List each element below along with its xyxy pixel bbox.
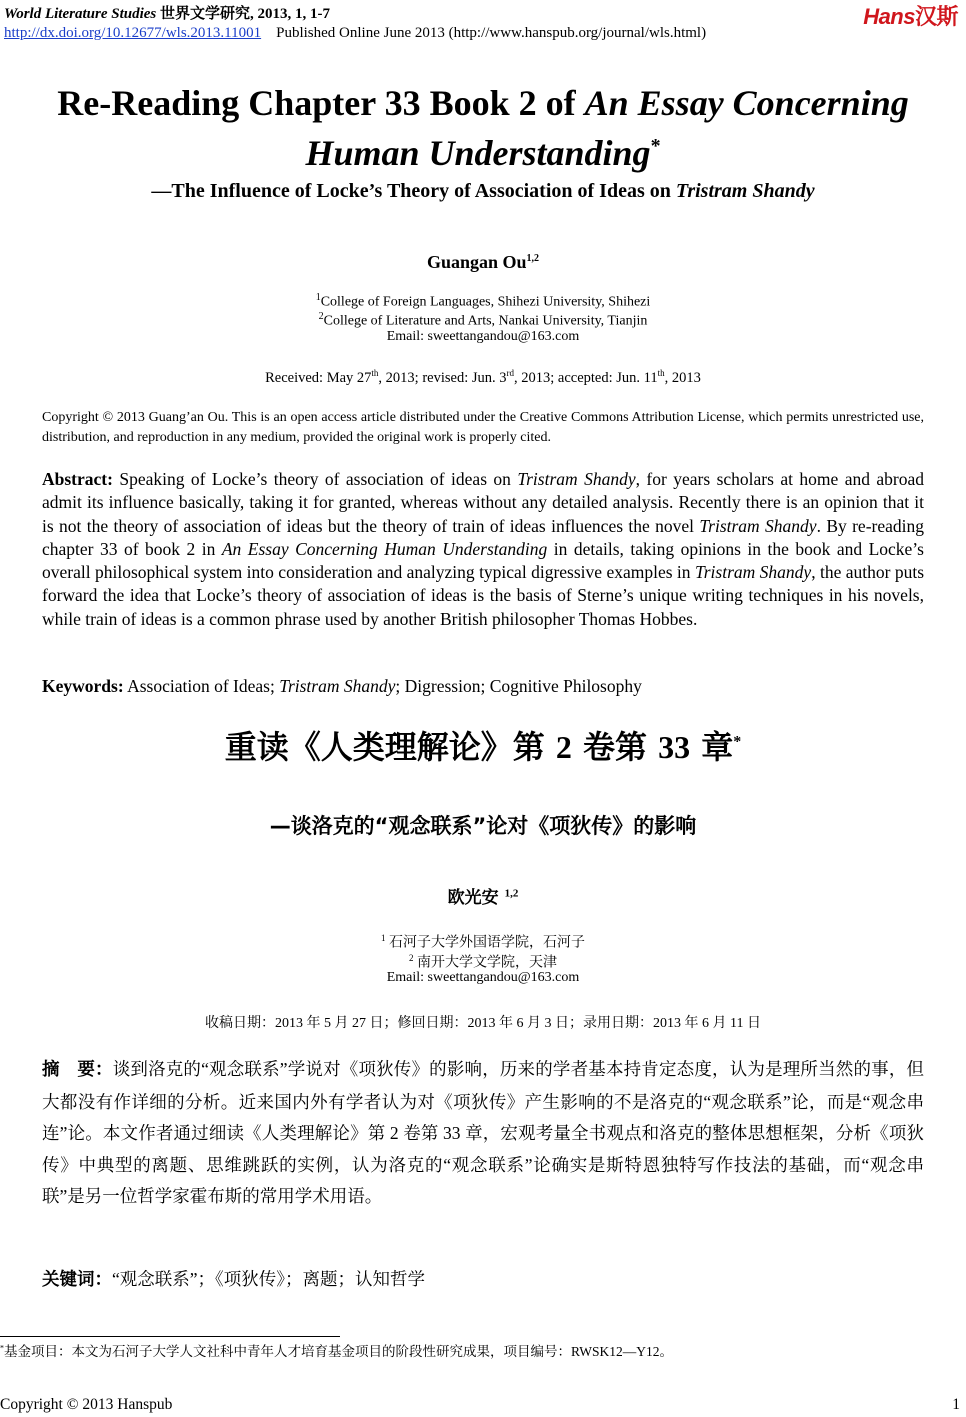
subtitle-plain: —The Influence of Locke’s Theory of Association of Ideas on [151, 180, 676, 202]
title-plain: Re-Reading Chapter 33 Book 2 of [57, 83, 585, 123]
author-en [0, 252, 966, 273]
abstract-cn [42, 1054, 924, 1213]
paper-title-en [0, 82, 966, 175]
footnote-mark: * [0, 1343, 4, 1353]
affil-text: 石河子大学外国语学院，石河子 [385, 935, 585, 951]
journal-volume: , 2013, 1, 1-7 [250, 6, 331, 22]
title-footnote-mark: * [650, 135, 661, 157]
keywords-label: Keywords: [42, 676, 124, 696]
cn-title-number: 33 [658, 729, 691, 765]
affil-text: College of Literature and Arts, Nankai University, Tianjin [323, 313, 648, 329]
affil-mark: 2 [409, 953, 414, 963]
ordinal: th [371, 368, 379, 378]
title-italic-1: An Essay Concerning [584, 83, 909, 123]
keywords-text: ; Digression; Cognitive Philosophy [395, 676, 642, 696]
keywords-text: Association of Ideas; [123, 676, 280, 696]
journal-title-en: World Literature Studies [4, 6, 157, 22]
received-date: Received: May 27 [265, 369, 372, 386]
keywords-italic: Tristram Shandy [279, 676, 396, 696]
keywords-label: 关键词： [42, 1270, 112, 1290]
paper-subtitle-cn: —谈洛克的“观念联系”论对《项狄传》的影响 [269, 814, 697, 838]
hanspub-logo [863, 0, 958, 31]
abstract-en [42, 468, 924, 631]
footnote-text: 基金项目：本文为石河子大学人文社科中青年人才培育基金项目的阶段性研究成果，项目编号：RWSK12—Y12。 [4, 1344, 674, 1359]
keywords-text: “观念联系”；《项狄传》；离题；认知哲学 [112, 1269, 426, 1289]
paper-subtitle-en [0, 180, 966, 203]
copyright-notice: Copyright © 2013 Guang’an Ou. This is an open access article distributed under the Creative Commons Attribution License, which permits unrestricted use, distribution, and reproduction in any medium, provided the original work is properly cited. [42, 410, 924, 445]
abstract-text: 谈到洛克的“观念联系”学说对《项狄传》的影响，历来的学者基本持肯定态度，认为是理所当然的事，但大都没有作详细的分析。近来国内外有学者认为对《项狄传》产生影响的不是洛克的“观念联系”论，而是“观念串连”论。本文作者通过细读《人类理解论》第 2 卷第 33 章，宏观考量全书观点和洛克的整体思想框架，分析《项狄传》中典型的离题、思维跳跃的实例，认为洛克的“观念联系”论确实是斯特恩独特写作技法的基础，而“观念串联”是另一位哲学家霍布斯的常用学术用语。 [42, 1059, 925, 1206]
affil-mark: 1 [315, 292, 321, 303]
revised-date: , 2013; revised: Jun. 3 [378, 369, 507, 386]
affil-text: 南开大学文学院，天津 [413, 955, 557, 971]
journal-header [4, 2, 330, 23]
author-name: Guangan Ou [426, 252, 527, 272]
author-affil-marks: 1,2 [526, 253, 540, 264]
abstract-text: , the author puts forward the idea that Locke’s theory of association of ideas is the basis of Sterne’s unique writing techniques in his novels, while train of ideas is a common phrase used by another British philosopher Thomas Hobbes. [42, 562, 925, 629]
affil-mark: 1 [381, 933, 386, 943]
keywords-cn [42, 1266, 425, 1291]
dates-cn: 收稿日期：2013 年 5 月 27 日；修回日期：2013 年 6 月 3 日；录用日期：2013 年 6 月 11 日 [205, 1016, 761, 1031]
affil-text: College of Foreign Languages, Shihezi University, Shihezi [320, 294, 651, 310]
affil-mark: 2 [318, 311, 324, 322]
accepted-date: , 2013; accepted: Jun. 11 [514, 369, 658, 386]
cn-title-text: 卷第 [571, 728, 659, 766]
abstract-label: 摘 要： [42, 1060, 113, 1080]
ordinal: rd [506, 368, 514, 378]
cn-title-text: 重读《人类理解论》第 [224, 728, 556, 766]
journal-title-cn: 世界文学研究 [160, 6, 251, 22]
logo-text: Hans [863, 4, 915, 29]
author-cn [0, 883, 966, 908]
dates-en [0, 368, 966, 387]
abstract-text: in details, taking opinions in the book and Locke’s overall philosophical system into consideration and analyzing typical digressive examples in [42, 538, 924, 583]
published-online: Published Online June 2013 (http://www.hanspub.org/journal/wls.html) [276, 25, 707, 41]
abstract-italic: An Essay Concerning Human Understanding [221, 538, 548, 559]
dates-end: , 2013 [664, 369, 701, 386]
abstract-text: , for years scholars at home and abroad admit its influence basically, taking it for granted, whereas without any detailed analysis. Recently there is an opinion that it is not the theory of association of ideas but the theory of train of ideas influences the novel [42, 469, 924, 536]
cn-title-text: 章 [690, 728, 734, 766]
author-affil-marks: 1,2 [504, 887, 519, 900]
abstract-text: . By re-reading chapter 33 of book 2 in [42, 515, 925, 559]
page-number: 1 [952, 1396, 960, 1413]
abstract-text: Speaking of Locke’s theory of association of ideas on [112, 469, 518, 489]
cn-title-number: 2 [555, 729, 572, 765]
title-italic-2: Human Understanding [305, 133, 651, 173]
doi-link[interactable]: http://dx.doi.org/10.12677/wls.2013.11001 [4, 25, 262, 41]
cn-title-footnote-mark: * [733, 733, 742, 751]
footnote [0, 1340, 673, 1360]
abstract-italic: Tristram Shandy [699, 515, 817, 536]
email-cn: Email: sweettangandou@163.com [386, 970, 580, 985]
author-name: 欧光安 [447, 888, 505, 908]
abstract-italic: Tristram Shandy [517, 469, 636, 489]
paper-title-cn [0, 722, 966, 768]
doi-line [4, 25, 706, 42]
keywords-en [42, 676, 642, 697]
abstract-label: Abstract: [42, 469, 113, 489]
footer-copyright: Copyright © 2013 Hanspub [0, 1396, 173, 1413]
email-en: Email: sweettangandou@163.com [386, 329, 580, 344]
ordinal: th [657, 368, 665, 378]
footnote-rule [0, 1336, 340, 1337]
subtitle-italic: Tristram Shandy [675, 180, 815, 202]
abstract-italic: Tristram Shandy [694, 562, 812, 583]
logo-cn-text: 汉斯 [914, 4, 958, 29]
